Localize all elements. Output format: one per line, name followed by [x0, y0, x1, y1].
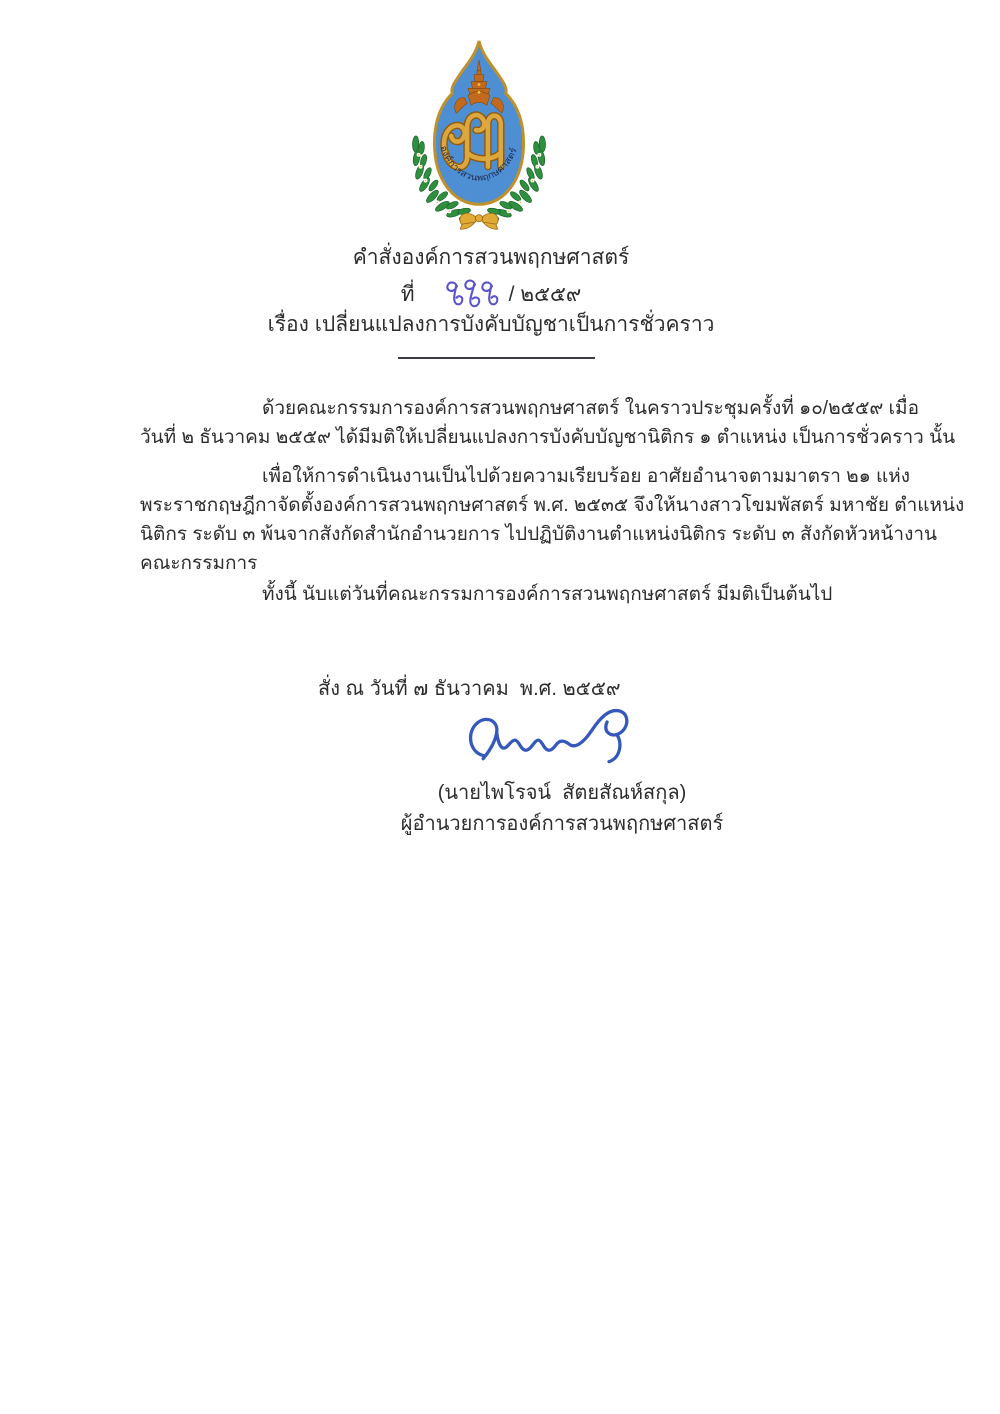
body-line: เพื่อให้การดำเนินงานเป็นไปด้วยความเรียบร้อย อาศัยอำนาจตามมาตรา ๒๑ แห่ง	[262, 466, 911, 487]
organization-emblem	[403, 36, 555, 234]
order-number-prefix: ที่	[400, 283, 415, 306]
body-line: ทั้งนี้ นับแต่วันที่คณะกรรมการองค์การสวนพฤกษศาสตร์ มีมติเป็นต้นไป	[262, 584, 833, 605]
subject-line: เรื่อง เปลี่ยนแปลงการบังคับบัญชาเป็นการชั่วคราว	[267, 313, 715, 336]
header-divider-line	[398, 357, 595, 359]
ribbon-bow-icon	[460, 213, 498, 229]
paragraph-3	[140, 580, 852, 609]
signature-ink	[456, 699, 640, 773]
document-title: คำสั่งองค์การสวนพฤกษศาสตร์	[352, 246, 630, 269]
body-line: คณะกรรมการ	[140, 553, 258, 574]
order-number-line	[138, 268, 844, 310]
body-line: พระราชกฤษฎีกาจัดตั้งองค์การสวนพฤกษศาสตร์ พ.ศ. ๒๕๓๕ จึงให้นางสาวโขมพัสตร์ มหาชัย ตำแหน่ง	[140, 495, 965, 516]
body-line: วันที่ ๒ ธันวาคม ๒๕๕๙ ได้มีมติให้เปลี่ยนแปลงการบังคับบัญชานิติกร ๑ ตำแหน่ง เป็นการชั่วคราว นั้น	[140, 427, 956, 448]
body-line: ด้วยคณะกรรมการองค์การสวนพฤกษศาสตร์ ในคราวประชุมครั้งที่ ๑๐/๒๕๕๙ เมื่อ	[262, 398, 919, 419]
emblem-ring-text-curve: องค์การสวนพฤกษศาสตร์	[438, 144, 519, 183]
signer-name: (นายไพโรจน์ สัตยสัณห์สกุล)	[437, 782, 687, 804]
order-number-year: / ๒๕๕๙	[508, 283, 582, 306]
paragraph-1	[140, 394, 956, 452]
paragraph-2	[140, 462, 965, 578]
issued-date-line: สั่ง ณ วันที่ ๗ ธันวาคม พ.ศ. ๒๕๕๙	[318, 678, 621, 700]
body-line: นิติกร ระดับ ๓ พ้นจากสังกัดสำนักอำนวยการ ไปปฏิบัติงานตำแหน่งนิติกร ระดับ ๓ สังกัดหัวหน้างาน	[140, 524, 937, 545]
signer-title: ผู้อำนวยการองค์การสวนพฤกษศาสตร์	[400, 813, 724, 835]
